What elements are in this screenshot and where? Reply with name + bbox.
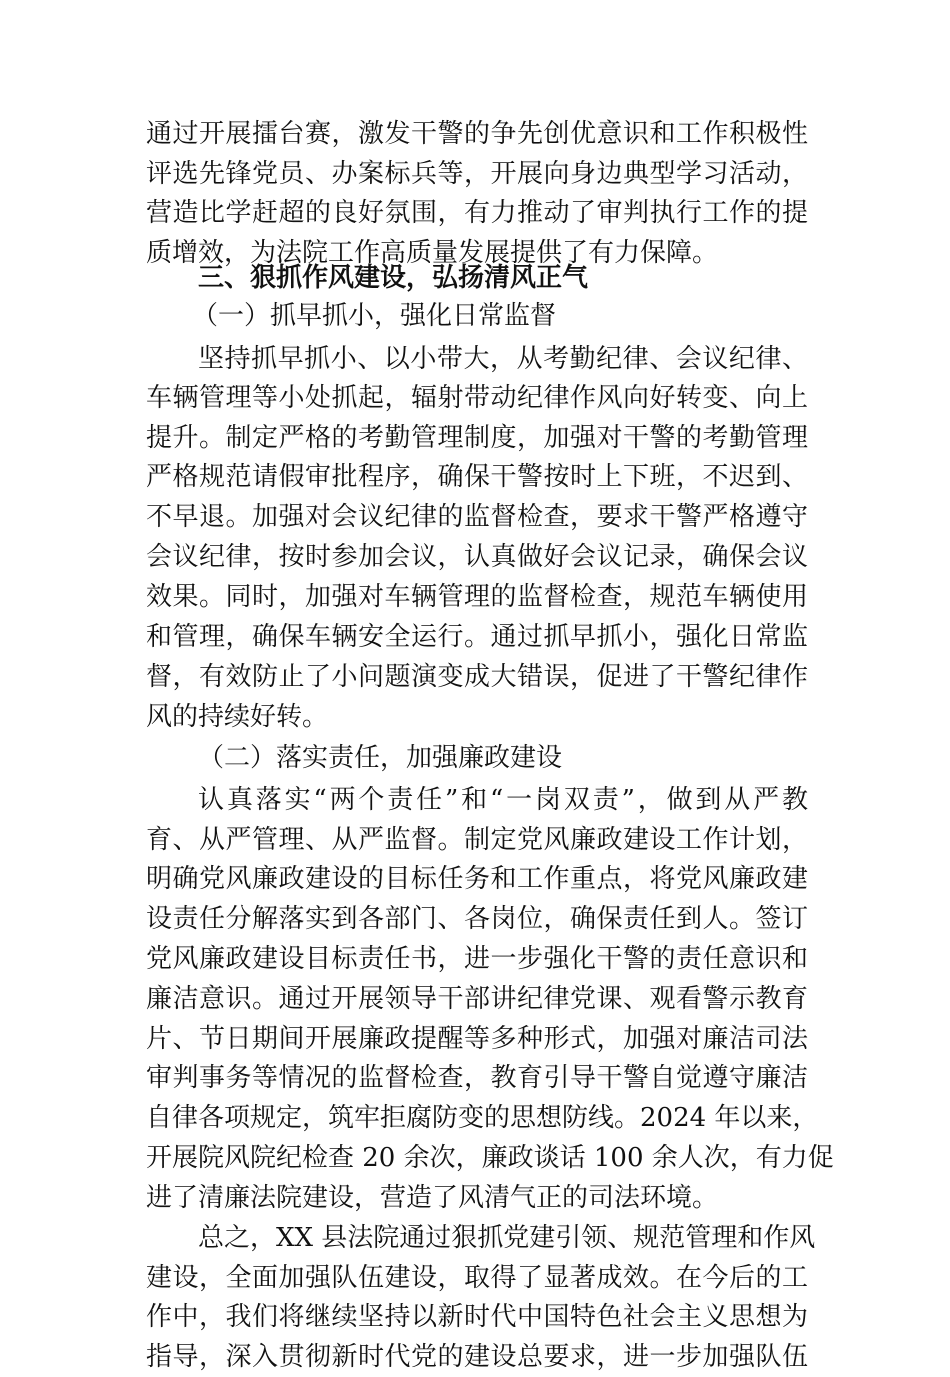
paragraph-line: 和管理，确保车辆安全运行。通过抓早抓小，强化日常监 — [146, 622, 808, 652]
paragraph-line: 设责任分解落实到各部门、各岗位，确保责任到人。签订 — [146, 904, 808, 934]
paragraph-line: 督，有效防止了小问题演变成大错误，促进了干警纪律作 — [146, 662, 808, 692]
paragraph-line: 总之，XX 县法院通过狠抓党建引领、规范管理和作风 — [198, 1223, 816, 1253]
paragraph-line: 营造比学赶超的良好氛围，有力推动了审判执行工作的提 — [146, 198, 808, 228]
paragraph-line: 育、从严管理、从严监督。制定党风廉政建设工作计划， — [146, 825, 808, 855]
paragraph-line: 明确党风廉政建设的目标任务和工作重点，将党风廉政建 — [146, 864, 808, 894]
paragraph-line: 廉洁意识。通过开展领导干部讲纪律党课、观看警示教育 — [146, 984, 808, 1014]
paragraph-line: 严格规范请假审批程序，确保干警按时上下班，不迟到、 — [146, 462, 808, 492]
paragraph-line: 开展院风院纪检查 20 余次，廉政谈话 100 余人次，有力促 — [146, 1143, 834, 1173]
paragraph-line: 评选先锋党员、办案标兵等，开展向身边典型学习活动， — [146, 159, 808, 189]
paragraph-line: 审判事务等情况的监督检查，教育引导干警自觉遵守廉洁 — [146, 1063, 808, 1093]
paragraph-line: 质增效，为法院工作高质量发展提供了有力保障。 — [146, 238, 719, 268]
paragraph-line: 片、节日期间开展廉政提醒等多种形式，加强对廉洁司法 — [146, 1024, 808, 1054]
paragraph-line: 指导，深入贯彻新时代党的建设总要求，进一步加强队伍 — [146, 1342, 808, 1372]
paragraph-line: 自律各项规定，筑牢拒腐防变的思想防线。2024 年以来， — [146, 1103, 819, 1133]
paragraph-line: 车辆管理等小处抓起，辐射带动纪律作风向好转变、向上 — [146, 383, 808, 413]
paragraph-line: 会议纪律，按时参加会议，认真做好会议记录，确保会议 — [146, 542, 808, 572]
paragraph-line: 风的持续好转。 — [146, 702, 329, 732]
paragraph-line: 作中，我们将继续坚持以新时代中国特色社会主义思想为 — [146, 1302, 808, 1332]
subsection-heading: （一）抓早抓小，强化日常监督 — [192, 301, 557, 331]
paragraph-line: 建设，全面加强队伍建设，取得了显著成效。在今后的工 — [146, 1263, 808, 1293]
paragraph-line: 认真落实“两个责任”和“一岗双责”，做到从严教 — [198, 785, 808, 815]
paragraph-line: 效果。同时，加强对车辆管理的监督检查，规范车辆使用 — [146, 582, 808, 612]
section-heading: 三、狠抓作风建设，弘扬清风正气 — [198, 263, 589, 293]
paragraph-line: 通过开展擂台赛，激发干警的争先创优意识和工作积极性 — [146, 119, 808, 149]
paragraph-line: 坚持抓早抓小、以小带大，从考勤纪律、会议纪律、 — [198, 344, 808, 374]
paragraph-line: 不早退。加强对会议纪律的监督检查，要求干警严格遵守 — [146, 502, 808, 532]
paragraph-line: 党风廉政建设目标责任书，进一步强化干警的责任意识和 — [146, 944, 808, 974]
subsection-heading: （二）落实责任，加强廉政建设 — [198, 743, 563, 773]
paragraph-line: 进了清廉法院建设，营造了风清气正的司法环境。 — [146, 1183, 719, 1213]
paragraph-line: 提升。制定严格的考勤管理制度，加强对干警的考勤管理 — [146, 423, 808, 453]
